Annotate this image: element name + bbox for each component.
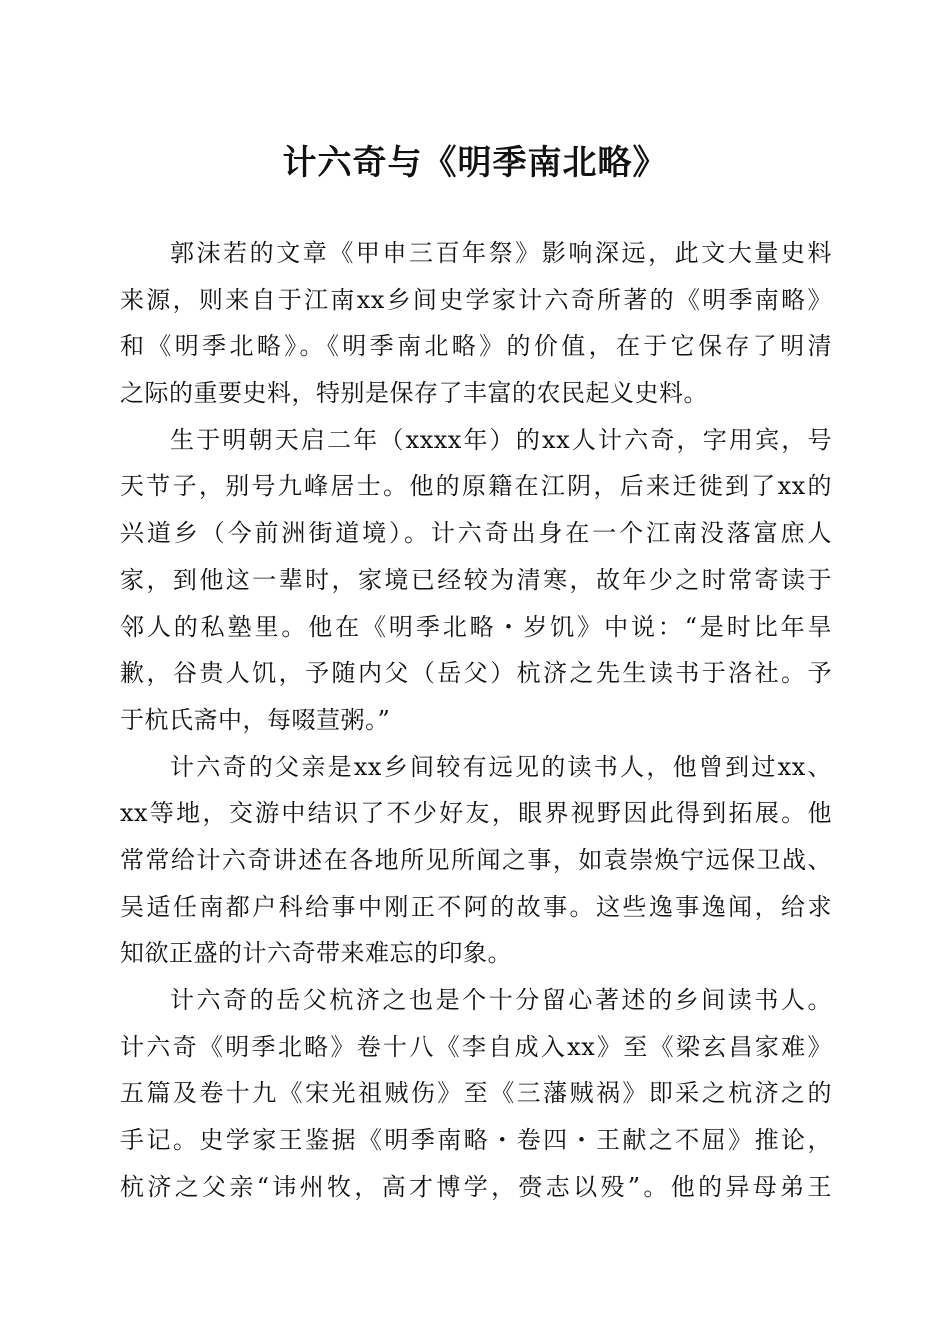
paragraph-3-line-2: xx等地，交游中结识了不少好友，眼界视野因此得到拓展。他: [120, 799, 832, 828]
paragraph-4-line-4: 手记。史学家王鉴据《明季南略・卷四・王献之不屈》推论，: [120, 1126, 832, 1155]
document-body: [120, 230, 832, 1210]
paragraph-2-line-2: 天节子，别号九峰居士。他的原籍在江阴，后来迁徙到了xx的: [120, 472, 832, 501]
paragraph-3-line-5: 知欲正盛的计六奇带来难忘的印象。: [120, 939, 512, 968]
paragraph-2-line-1: 生于明朝天启二年（xxxx年）的xx人计六奇，字用宾，号: [170, 425, 832, 454]
paragraph-3-line-4: 吴适任南都户科给事中刚正不阿的故事。这些逸事逸闻，给求: [120, 892, 832, 921]
paragraph-4-line-2: 计六奇《明季北略》卷十八《李自成入xx》至《梁玄昌家难》: [120, 1032, 832, 1061]
paragraph-2-line-3: 兴道乡（今前洲街道境）。计六奇出身在一个江南没落富庶人: [120, 519, 832, 548]
document-title: 计六奇与《明季南北略》: [282, 143, 668, 183]
paragraph-2-line-6: 歉，谷贵人饥，予随内父（岳父）杭济之先生读书于洛社。予: [120, 659, 832, 688]
paragraph-1-line-4: 之际的重要史料，特别是保存了丰富的农民起义史料。: [120, 379, 708, 408]
paragraph-1-line-2: 来源，则来自于江南xx乡间史学家计六奇所著的《明季南略》: [120, 285, 832, 314]
paragraph-4-line-5: 杭济之父亲“讳州牧，高才博学，赍志以殁”。他的异母弟王: [120, 1172, 832, 1201]
paragraph-1-line-1: 郭沫若的文章《甲申三百年祭》影响深远，此文大量史料: [170, 239, 832, 267]
paragraph-3-line-3: 常常给计六奇讲述在各地所见所闻之事，如袁崇焕宁远保卫战、: [120, 845, 832, 874]
paragraph-4-line-1: 计六奇的岳父杭济之也是个十分留心著述的乡间读书人。: [170, 986, 832, 1014]
paragraph-2-line-7: 于杭氏斋中，每啜荁粥。”: [120, 705, 391, 734]
paragraph-4-line-3: 五篇及卷十九《宋光祖贼伤》至《三藩贼祸》即采之杭济之的: [120, 1079, 832, 1108]
paragraph-1-line-3: 和《明季北略》。《明季南北略》的价值，在于它保存了明清: [120, 332, 832, 361]
paragraph-2-line-4: 家，到他这一辈时，家境已经较为清寒，故年少之时常寄读于: [120, 565, 832, 594]
paragraph-2-line-5: 邻人的私塾里。他在《明季北略・岁饥》中说：“是时比年旱: [120, 612, 832, 641]
paragraph-3-line-1: 计六奇的父亲是xx乡间较有远见的读书人，他曾到过xx、: [170, 752, 832, 781]
